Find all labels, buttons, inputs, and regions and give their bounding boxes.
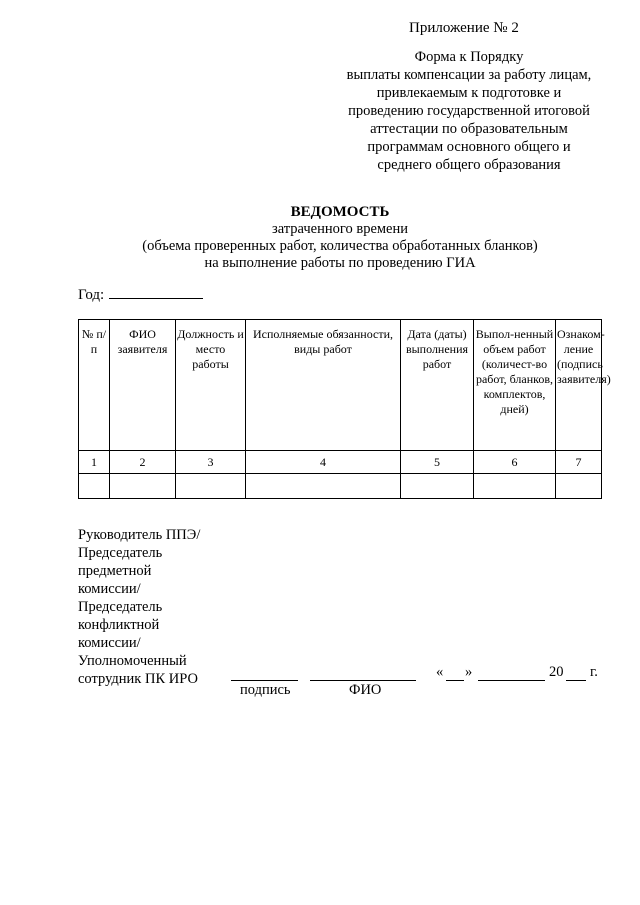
date-open-quote: « — [436, 664, 444, 680]
date-year-suffix: г. — [590, 664, 598, 680]
year-field — [78, 286, 203, 304]
table-cell[interactable] — [79, 474, 110, 499]
signer-title-line: конфликтной — [78, 617, 160, 633]
table-column-numbers-row — [79, 451, 602, 474]
table-cell[interactable] — [474, 474, 556, 499]
signer-title-line: комиссии/ — [78, 581, 141, 597]
signer-title-line: предметной — [78, 563, 152, 579]
date-close-quote: » — [465, 664, 473, 680]
signer-title-line: Председатель — [78, 599, 163, 615]
table-cell[interactable] — [401, 474, 474, 499]
year-label: Год: — [78, 287, 105, 303]
col-header-dates: Дата (даты) выполнения работ — [401, 320, 474, 451]
form-reference-line: выплаты компенсации за работу лицам, — [346, 67, 592, 83]
table-cell[interactable] — [556, 474, 602, 499]
fio-line[interactable] — [310, 680, 416, 681]
signer-title-line: сотрудник ПК ИРО — [78, 671, 198, 687]
table-cell[interactable] — [246, 474, 401, 499]
form-reference — [330, 48, 608, 174]
form-reference-line: среднего общего образования — [377, 157, 561, 173]
column-number: 7 — [556, 451, 602, 474]
col-header-volume: Выпол-ненный объем работ (количест-во работ, бланков, комплектов, дней) — [474, 320, 556, 451]
form-reference-line: программам основного общего и — [367, 139, 571, 155]
signature-caption: подпись — [240, 682, 291, 698]
table-cell[interactable] — [176, 474, 246, 499]
signer-title-line: Председатель — [78, 545, 163, 561]
date-year-line[interactable] — [566, 680, 586, 681]
document-subtitle-line: (объема проверенных работ, количества обработанных бланков) — [142, 238, 538, 254]
date-year-prefix: 20 — [549, 664, 564, 680]
document-title-block — [95, 204, 585, 272]
col-header-number: № п/п — [79, 320, 110, 451]
statement-table — [78, 319, 611, 499]
appendix-number: Приложение № 2 — [409, 20, 519, 36]
column-number: 4 — [246, 451, 401, 474]
col-header-fio: ФИО заявителя — [110, 320, 176, 451]
document-title: ВЕДОМОСТЬ — [290, 204, 390, 220]
column-number: 2 — [110, 451, 176, 474]
form-reference-line: Форма к Порядку — [414, 49, 524, 65]
document-subtitle-line: затраченного времени — [271, 221, 409, 237]
col-header-position: Должность и место работы — [176, 320, 246, 451]
fio-caption: ФИО — [349, 682, 382, 698]
table-header-row — [79, 320, 602, 451]
table-row — [79, 474, 602, 499]
date-month-line[interactable] — [478, 680, 545, 681]
signature-line[interactable] — [231, 680, 298, 681]
column-number: 5 — [401, 451, 474, 474]
form-reference-line: проведению государственной итоговой — [348, 103, 590, 119]
form-reference-line: привлекаемым к подготовке и — [376, 85, 562, 101]
column-number: 6 — [474, 451, 556, 474]
column-number: 3 — [176, 451, 246, 474]
col-header-duties: Исполняемые обязанности, виды работ — [246, 320, 401, 451]
document-subtitle-line: на выполнение работы по проведению ГИА — [204, 255, 476, 271]
year-blank[interactable] — [109, 286, 203, 299]
date-day-line[interactable] — [446, 680, 464, 681]
column-number: 1 — [79, 451, 110, 474]
signer-title — [78, 526, 200, 688]
signer-title-line: комиссии/ — [78, 635, 141, 651]
col-header-acknowledgement: Ознаком-ление (подпись заявителя) — [556, 320, 602, 451]
form-reference-line: аттестации по образовательным — [370, 121, 568, 137]
signer-title-line: Руководитель ППЭ/ — [78, 527, 201, 543]
signer-title-line: Уполномоченный — [78, 653, 187, 669]
table-cell[interactable] — [110, 474, 176, 499]
